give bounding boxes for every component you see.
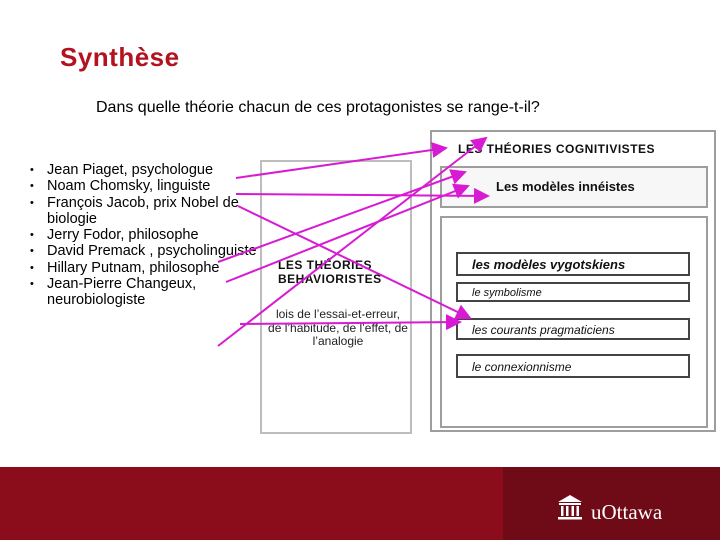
vygotskian-label: les modèles vygotskiens (472, 257, 626, 272)
connectionism-label: le connexionnisme (472, 360, 572, 374)
list-item: • Hillary Putnam, philosophe (30, 260, 260, 276)
innate-models-box (440, 166, 708, 208)
constructivist-box (440, 216, 708, 428)
behaviorist-box (260, 160, 412, 434)
protagonist-list (30, 162, 260, 309)
list-item: • Jean Piaget, psychologue (30, 162, 260, 178)
list-item: • Noam Chomsky, linguiste (30, 178, 260, 194)
connectionism-box (456, 354, 690, 378)
pragmatic-box (456, 318, 690, 340)
symbolism-box (456, 282, 690, 302)
innate-models-label: Les modèles innéistes (496, 179, 635, 194)
behaviorist-text: lois de l’essai-et-erreur, de l’habitude, de l’effet, de l’analogie (268, 307, 408, 348)
list-item: • Jerry Fodor, philosophe (30, 227, 260, 243)
list-item: • François Jacob, prix Nobel de biologie (30, 195, 260, 228)
list-item: • David Premack , psycholinguiste (30, 243, 260, 259)
cognitivist-title: LES THÉORIES COGNITIVISTES (458, 142, 656, 156)
behaviorist-title: LES THÉORIES BEHAVIORISTES (278, 258, 382, 286)
symbolism-label: le symbolisme (472, 287, 542, 299)
cognitivist-box (430, 130, 716, 432)
slide-title: Synthèse (60, 42, 180, 72)
university-building-icon (556, 494, 584, 520)
list-item: • Jean-Pierre Changeux, neurobiologiste (30, 276, 260, 309)
pragmatic-label: les courants pragmaticiens (472, 323, 615, 337)
slide-question: Dans quelle théorie chacun de ces protagonistes se range-t-il? (96, 99, 540, 116)
uottawa-logo-text: uOttawa (591, 500, 663, 524)
theories-diagram (260, 128, 718, 436)
vygotskian-box (456, 252, 690, 276)
